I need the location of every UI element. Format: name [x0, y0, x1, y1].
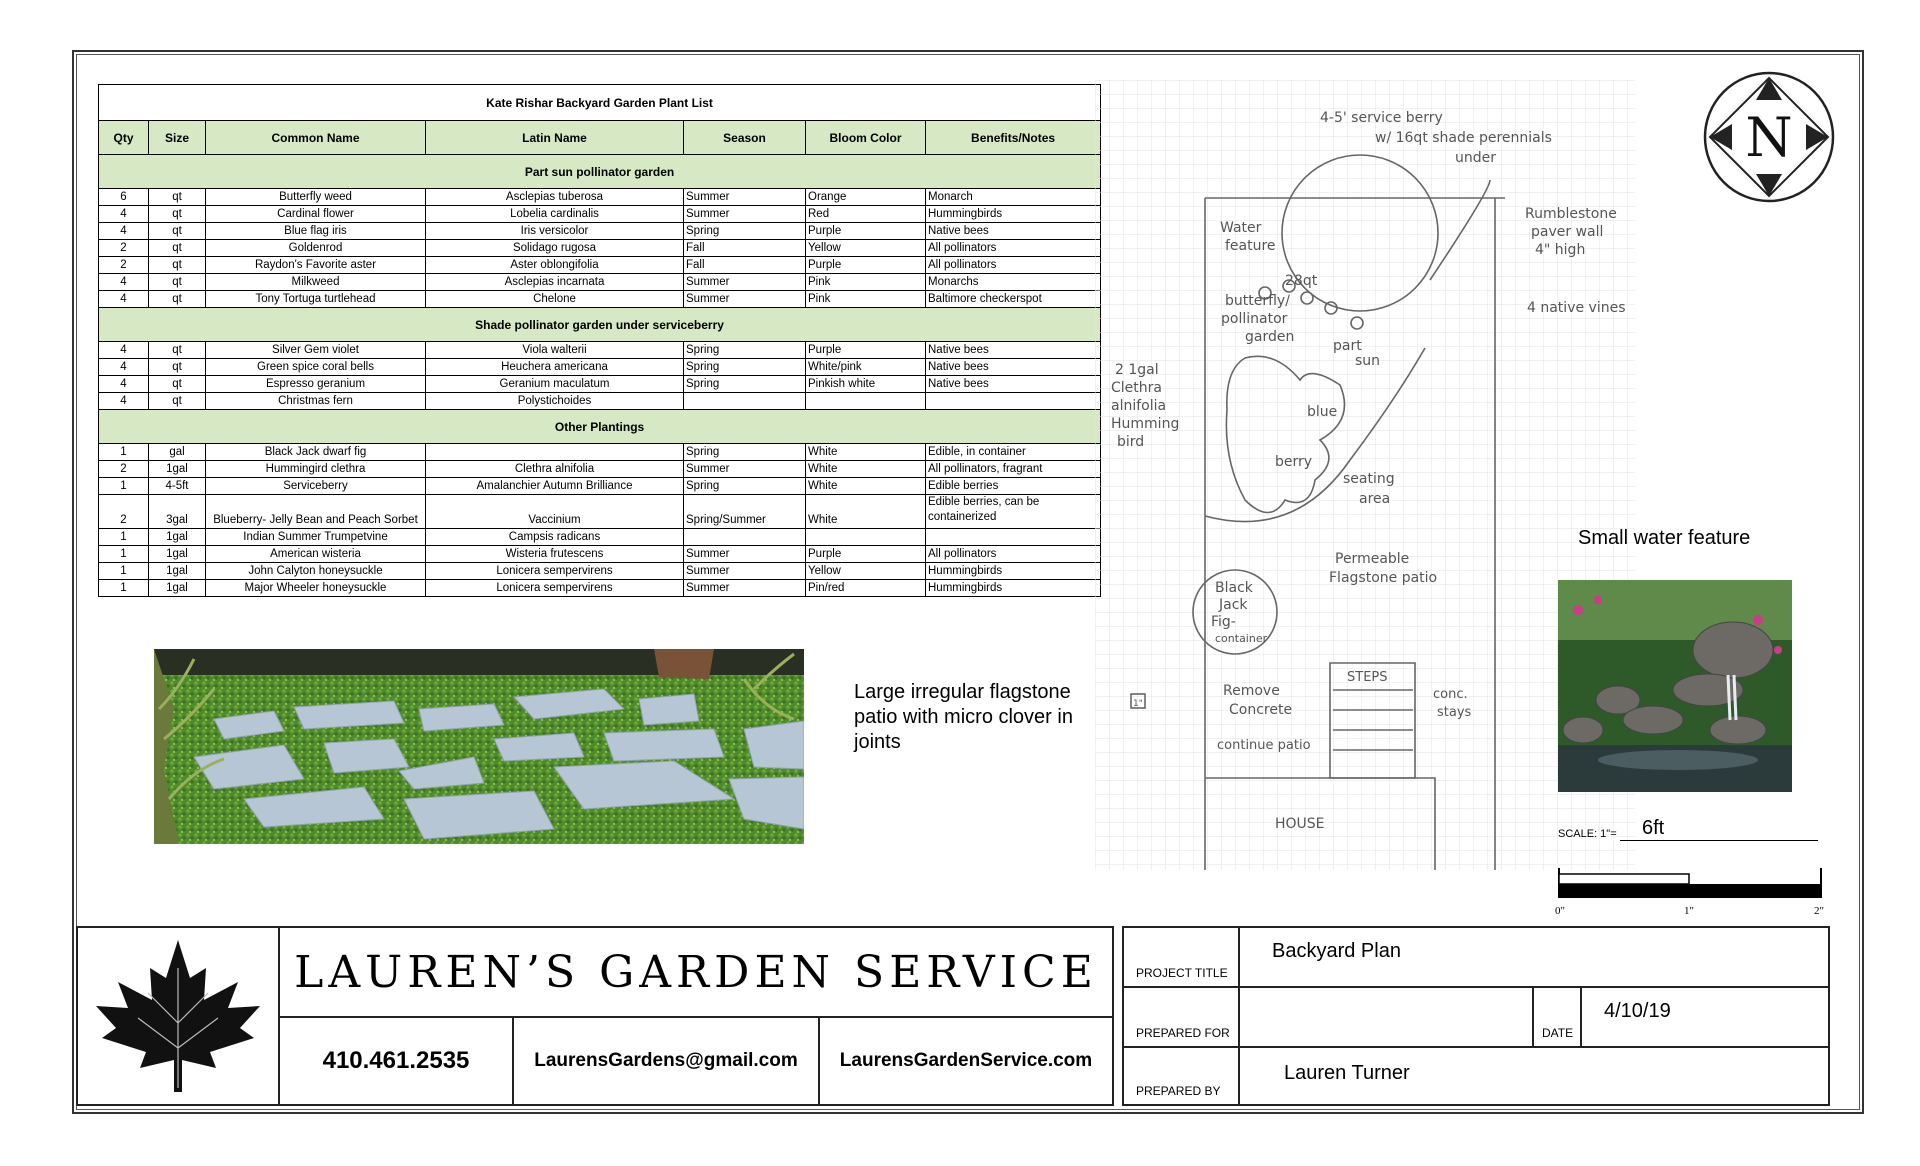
- table-row: [99, 240, 1101, 257]
- table-row: [99, 546, 1101, 563]
- note-rumblestone-2: paver wall: [1531, 224, 1604, 240]
- note-pollinator: pollinator: [1221, 311, 1288, 327]
- note-28qt: 28qt: [1285, 273, 1318, 289]
- note-vines: 4 native vines: [1527, 300, 1626, 316]
- note-stays: stays: [1437, 705, 1472, 720]
- cell-season: Spring: [684, 342, 806, 359]
- cell-color: Red: [806, 206, 926, 223]
- cell-color: White: [806, 444, 926, 461]
- table-row: [99, 223, 1101, 240]
- table-row: [99, 359, 1101, 376]
- note-flagstone: Flagstone patio: [1329, 570, 1438, 586]
- note-seating: seating: [1343, 471, 1395, 487]
- cell-qty: 4: [99, 376, 149, 393]
- water-feature-title: Small water feature: [1578, 527, 1751, 549]
- note-clethra-2: Clethra: [1111, 380, 1162, 396]
- cell-latin: Amalanchier Autumn Brilliance: [426, 478, 684, 495]
- cell-size: 3gal: [149, 495, 206, 529]
- note-permeable: Permeable: [1335, 551, 1410, 567]
- cell-common: American wisteria: [206, 546, 426, 563]
- cell-season: Spring: [684, 444, 806, 461]
- note-steps: STEPS: [1347, 670, 1388, 685]
- note-fig-1: Black: [1215, 580, 1253, 596]
- prepared-for-label: PREPARED FOR: [1136, 1026, 1230, 1040]
- cell-qty: 1: [99, 563, 149, 580]
- cell-size: qt: [149, 393, 206, 410]
- scale-tick-2: 2": [1814, 905, 1824, 917]
- cell-notes: [926, 529, 1101, 546]
- note-rumblestone-3: 4" high: [1535, 242, 1586, 258]
- cell-common: Butterfly weed: [206, 189, 426, 206]
- cell-qty: 2: [99, 461, 149, 478]
- cell-common: Raydon's Favorite aster: [206, 257, 426, 274]
- cell-notes: Hummingbirds: [926, 206, 1101, 223]
- col-header-notes: Benefits/Notes: [926, 121, 1101, 155]
- cell-size: 4-5ft: [149, 478, 206, 495]
- col-header-size: Size: [149, 121, 206, 155]
- table-header-row: [99, 121, 1101, 155]
- cell-qty: 1: [99, 580, 149, 597]
- prepared-by-row: [1124, 1048, 1828, 1104]
- cell-latin: Polystichoides: [426, 393, 684, 410]
- cell-size: 1gal: [149, 580, 206, 597]
- company-phone: 410.461.2535: [280, 1018, 514, 1104]
- table-row: [99, 376, 1101, 393]
- note-conc: conc.: [1433, 687, 1468, 702]
- cell-season: Summer: [684, 546, 806, 563]
- cell-season: Spring: [684, 376, 806, 393]
- cell-color: White: [806, 478, 926, 495]
- cell-size: 1gal: [149, 546, 206, 563]
- table-row: [99, 444, 1101, 461]
- cell-latin: Aster oblongifolia: [426, 257, 684, 274]
- cell-color: [806, 529, 926, 546]
- cell-season: [684, 529, 806, 546]
- note-rumblestone: Rumblestone: [1525, 206, 1617, 222]
- project-title-row: [1124, 928, 1828, 988]
- cell-notes: Monarch: [926, 189, 1101, 206]
- table-row: [99, 495, 1101, 529]
- cell-size: qt: [149, 274, 206, 291]
- cell-size: 1gal: [149, 563, 206, 580]
- cell-season: Summer: [684, 206, 806, 223]
- water-feature-photo: [1558, 580, 1792, 792]
- cell-latin: Heuchera americana: [426, 359, 684, 376]
- scale-bar: [1558, 868, 1822, 898]
- note-clethra-5: bird: [1117, 434, 1145, 450]
- section-row: [99, 308, 1101, 342]
- cell-season: Fall: [684, 240, 806, 257]
- prepared-for-row: [1124, 988, 1828, 1048]
- cell-qty: 2: [99, 257, 149, 274]
- cell-qty: 6: [99, 189, 149, 206]
- cell-qty: 4: [99, 274, 149, 291]
- col-header-season: Season: [684, 121, 806, 155]
- table-row: [99, 206, 1101, 223]
- note-berry: berry: [1275, 454, 1313, 470]
- cell-notes: Edible berries: [926, 478, 1101, 495]
- north-arrow-icon: [1702, 70, 1836, 204]
- cell-season: Spring: [684, 359, 806, 376]
- date-label: DATE: [1542, 1026, 1574, 1040]
- cell-latin: Campsis radicans: [426, 529, 684, 546]
- cell-notes: All pollinators: [926, 240, 1101, 257]
- cell-season: Summer: [684, 580, 806, 597]
- section-row: [99, 410, 1101, 444]
- cell-season: Spring/Summer: [684, 495, 806, 529]
- cell-season: Summer: [684, 189, 806, 206]
- table-row: [99, 342, 1101, 359]
- cell-color: Pin/red: [806, 580, 926, 597]
- table-row: [99, 580, 1101, 597]
- note-concrete: Concrete: [1229, 702, 1293, 718]
- table-row: [99, 478, 1101, 495]
- cell-season: Summer: [684, 291, 806, 308]
- compass-letter: N: [1745, 106, 1793, 169]
- cell-common: Major Wheeler honeysuckle: [206, 580, 426, 597]
- cell-color: Purple: [806, 342, 926, 359]
- cell-common: Blueberry- Jelly Bean and Peach Sorbet: [206, 495, 426, 529]
- cell-latin: Lobelia cardinalis: [426, 206, 684, 223]
- cell-color: Purple: [806, 257, 926, 274]
- note-house: HOUSE: [1275, 816, 1325, 832]
- note-fig-3: Fig-: [1211, 614, 1236, 630]
- cell-common: Cardinal flower: [206, 206, 426, 223]
- cell-qty: 1: [99, 529, 149, 546]
- note-clethra-1: 2 1gal: [1115, 362, 1159, 378]
- note-garden: garden: [1245, 329, 1295, 345]
- cell-latin: Solidago rugosa: [426, 240, 684, 257]
- note-seating-area: area: [1359, 491, 1391, 507]
- maple-leaf-icon: [78, 928, 278, 1104]
- cell-qty: 4: [99, 342, 149, 359]
- project-title-label: PROJECT TITLE: [1136, 966, 1228, 980]
- section-title: Shade pollinator garden under serviceberry: [99, 308, 1101, 342]
- cell-qty: 4: [99, 359, 149, 376]
- cell-color: Purple: [806, 223, 926, 240]
- cell-common: Black Jack dwarf fig: [206, 444, 426, 461]
- prepared-by-label: PREPARED BY: [1136, 1084, 1221, 1098]
- cell-common: Espresso geranium: [206, 376, 426, 393]
- plant-list-table: [98, 84, 1101, 597]
- table-row: [99, 257, 1101, 274]
- table-row: [99, 393, 1101, 410]
- site-plan-sketch: [1095, 80, 1635, 870]
- note-continue-patio: continue patio: [1217, 738, 1311, 753]
- cell-size: qt: [149, 342, 206, 359]
- table-row: [99, 274, 1101, 291]
- cell-size: qt: [149, 257, 206, 274]
- cell-notes: Native bees: [926, 376, 1101, 393]
- cell-season: Spring: [684, 223, 806, 240]
- section-title: Part sun pollinator garden: [99, 155, 1101, 189]
- cell-size: qt: [149, 359, 206, 376]
- scale-underline: [1620, 840, 1818, 841]
- cell-color: Pinkish white: [806, 376, 926, 393]
- cell-size: 1gal: [149, 461, 206, 478]
- cell-common: John Calyton honeysuckle: [206, 563, 426, 580]
- cell-notes: [926, 393, 1101, 410]
- note-clethra-3: alnifolia: [1111, 398, 1167, 414]
- project-info-block: [1122, 926, 1830, 1106]
- cell-season: Spring: [684, 478, 806, 495]
- cell-latin: [426, 444, 684, 461]
- company-website: LaurensGardenService.com: [839, 1050, 1093, 1071]
- cell-color: Yellow: [806, 563, 926, 580]
- note-remove: Remove: [1223, 683, 1280, 699]
- cell-latin: Lonicera sempervirens: [426, 580, 684, 597]
- cell-qty: 4: [99, 393, 149, 410]
- patio-caption: Large irregular flagstone patio with micro clover in joints: [854, 681, 1073, 753]
- cell-latin: Asclepias tuberosa: [426, 189, 684, 206]
- cell-color: [806, 393, 926, 410]
- section-title: Other Plantings: [99, 410, 1101, 444]
- cell-size: qt: [149, 223, 206, 240]
- cell-qty: 1: [99, 478, 149, 495]
- cell-size: gal: [149, 444, 206, 461]
- cell-color: White: [806, 495, 926, 529]
- cell-size: 1gal: [149, 529, 206, 546]
- table-row: [99, 291, 1101, 308]
- cell-common: Silver Gem violet: [206, 342, 426, 359]
- cell-qty: 2: [99, 495, 149, 529]
- cell-notes: Native bees: [926, 359, 1101, 376]
- cell-notes: Edible, in container: [926, 444, 1101, 461]
- scale-tick-1: 1": [1684, 905, 1694, 917]
- cell-common: Milkweed: [206, 274, 426, 291]
- cell-qty: 1: [99, 546, 149, 563]
- cell-latin: Asclepias incarnata: [426, 274, 684, 291]
- note-fig-2: Jack: [1219, 597, 1248, 613]
- cell-common: Tony Tortuga turtlehead: [206, 291, 426, 308]
- cell-color: Purple: [806, 546, 926, 563]
- flagstone-patio-photo: [154, 649, 804, 844]
- cell-qty: 4: [99, 291, 149, 308]
- table-row: [99, 189, 1101, 206]
- note-serviceberry-sub2: under: [1455, 150, 1497, 166]
- cell-common: Christmas fern: [206, 393, 426, 410]
- cell-season: Summer: [684, 274, 806, 291]
- cell-common: Serviceberry: [206, 478, 426, 495]
- cell-notes: All pollinators: [926, 546, 1101, 563]
- note-serviceberry: 4-5' service berry: [1320, 110, 1443, 126]
- cell-size: qt: [149, 376, 206, 393]
- table-title: Kate Rishar Backyard Garden Plant List: [99, 85, 1101, 121]
- plant-list-body: [99, 85, 1101, 597]
- cell-latin: Wisteria frutescens: [426, 546, 684, 563]
- date-value: 4/10/19: [1604, 1000, 1671, 1022]
- cell-notes: Edible berries, can be containerized: [926, 495, 1101, 529]
- scale-label: SCALE: 1"=: [1558, 828, 1617, 840]
- project-title-value: Backyard Plan: [1272, 940, 1401, 962]
- note-blue: blue: [1307, 404, 1338, 420]
- scale-value: 6ft: [1642, 817, 1665, 839]
- cell-color: Yellow: [806, 240, 926, 257]
- note-fig-4: container: [1215, 632, 1268, 645]
- note-water-2: feature: [1225, 238, 1276, 254]
- company-title-block: [76, 926, 1114, 1106]
- cell-qty: 1: [99, 444, 149, 461]
- note-serviceberry-sub: w/ 16qt shade perennials: [1375, 130, 1552, 146]
- note-butterfly: butterfly/: [1225, 293, 1290, 309]
- note-part: part: [1333, 338, 1362, 354]
- cell-season: Fall: [684, 257, 806, 274]
- cell-latin: Iris versicolor: [426, 223, 684, 240]
- note-one-inch: 1": [1133, 699, 1143, 709]
- cell-latin: Geranium maculatum: [426, 376, 684, 393]
- company-name: LAUREN’S GARDEN SERVICE: [280, 928, 1112, 1018]
- note-sun: sun: [1355, 353, 1381, 369]
- cell-notes: All pollinators, fragrant: [926, 461, 1101, 478]
- note-water: Water: [1220, 220, 1262, 236]
- cell-latin: Clethra alnifolia: [426, 461, 684, 478]
- cell-common: Blue flag iris: [206, 223, 426, 240]
- scale-tick-0: 0": [1555, 905, 1565, 917]
- cell-common: Green spice coral bells: [206, 359, 426, 376]
- table-row: [99, 563, 1101, 580]
- cell-size: qt: [149, 291, 206, 308]
- company-email: LaurensGardens@gmail.com: [514, 1018, 820, 1104]
- col-header-bloom-color: Bloom Color: [806, 121, 926, 155]
- cell-latin: Vaccinium: [426, 495, 684, 529]
- cell-qty: 2: [99, 240, 149, 257]
- cell-notes: Monarchs: [926, 274, 1101, 291]
- cell-latin: Viola walterii: [426, 342, 684, 359]
- cell-notes: Native bees: [926, 342, 1101, 359]
- cell-notes: Hummingbirds: [926, 580, 1101, 597]
- cell-latin: Lonicera sempervirens: [426, 563, 684, 580]
- cell-qty: 4: [99, 206, 149, 223]
- cell-common: Goldenrod: [206, 240, 426, 257]
- cell-size: qt: [149, 189, 206, 206]
- cell-size: qt: [149, 240, 206, 257]
- cell-color: White/pink: [806, 359, 926, 376]
- cell-qty: 4: [99, 223, 149, 240]
- col-header-common-name: Common Name: [206, 121, 426, 155]
- cell-size: qt: [149, 206, 206, 223]
- section-row: [99, 155, 1101, 189]
- cell-notes: Baltimore checkerspot: [926, 291, 1101, 308]
- cell-season: [684, 393, 806, 410]
- cell-season: Summer: [684, 461, 806, 478]
- cell-latin: Chelone: [426, 291, 684, 308]
- cell-common: Indian Summer Trumpetvine: [206, 529, 426, 546]
- table-row: [99, 529, 1101, 546]
- cell-common: Hummingird clethra: [206, 461, 426, 478]
- cell-notes: All pollinators: [926, 257, 1101, 274]
- logo-cell: [78, 928, 280, 1104]
- note-clethra-4: Humming: [1111, 416, 1180, 432]
- col-header-latin-name: Latin Name: [426, 121, 684, 155]
- col-header-qty: Qty: [99, 121, 149, 155]
- table-title-row: [99, 85, 1101, 121]
- cell-color: Pink: [806, 291, 926, 308]
- prepared-by-value: Lauren Turner: [1284, 1062, 1410, 1084]
- cell-color: Orange: [806, 189, 926, 206]
- cell-color: Pink: [806, 274, 926, 291]
- cell-color: White: [806, 461, 926, 478]
- cell-season: Summer: [684, 563, 806, 580]
- table-row: [99, 461, 1101, 478]
- cell-notes: Hummingbirds: [926, 563, 1101, 580]
- cell-notes: Native bees: [926, 223, 1101, 240]
